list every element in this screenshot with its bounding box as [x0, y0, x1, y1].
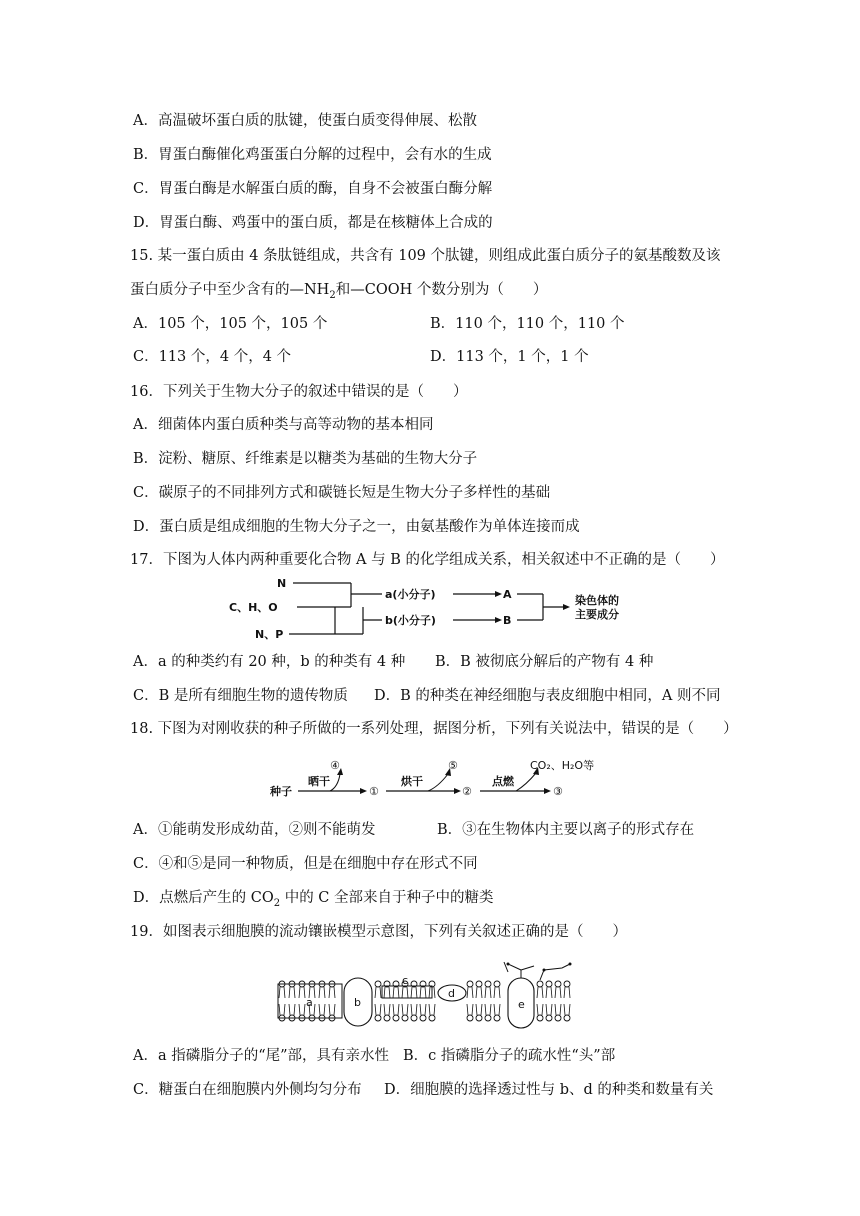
label-e: e: [518, 998, 525, 1011]
q14-option-a: A．高温破坏蛋白质的肽键，使蛋白质变得伸展、松散: [133, 113, 477, 129]
q15-stem-line1: 15. 某一蛋白质由 4 条肽链组成，共含有 109 个肽键，则组成此蛋白质分子的氨基酸数及该: [130, 248, 721, 264]
label-step1: 晒干: [308, 775, 330, 788]
q15-option-c: C．113 个，4 个，4 个: [133, 349, 292, 365]
q18-option-b: B．③在生物体内主要以离子的形式存在: [437, 822, 695, 838]
q15-option-d: D．113 个，1 个，1 个: [430, 349, 589, 365]
q16-option-b: B．淀粉、糖原、纤维素是以糖类为基础的生物大分子: [133, 451, 478, 467]
label-B: B: [503, 614, 512, 627]
label-n1: ①: [369, 785, 379, 798]
q16-option-c: C．碳原子的不同排列方式和碳链长短是生物大分子多样性的基础: [133, 485, 551, 501]
q19-option-a: A．a 指磷脂分子的“尾”部，具有亲水性: [133, 1048, 390, 1064]
q15-stem-text-end: 和—COOH 个数分别为（ ）: [335, 282, 548, 298]
q18-option-d-text: D．点燃后产生的 CO: [133, 890, 274, 906]
label-c: c: [402, 974, 409, 987]
q14-option-c: C．胃蛋白酶是水解蛋白质的酶，自身不会被蛋白酶分解: [133, 181, 493, 197]
subscript: 2: [273, 897, 281, 909]
q18-diagram: [268, 757, 608, 801]
q19-membrane-diagram: [272, 962, 592, 1032]
label-n2: ②: [462, 785, 472, 798]
q15-option-b: B．110 个，110 个，110 个: [430, 316, 625, 332]
q18-option-d-text-end: 中的 C 全部来自于种子中的糖类: [280, 890, 494, 906]
label-d: d: [448, 987, 455, 1000]
label-step3: 点燃: [492, 775, 514, 788]
q18-option-a: A．①能萌发形成幼苗，②则不能萌发: [133, 822, 376, 838]
label-n3: ③: [553, 785, 563, 798]
label-a: a: [306, 996, 313, 1009]
q16-stem: 16．下列关于生物大分子的叙述中错误的是（ ）: [130, 384, 468, 400]
label-a-small: a(小分子): [385, 588, 436, 601]
label-n: N: [277, 577, 287, 590]
label-b: b: [354, 996, 361, 1009]
q17-option-a: A．a 的种类约有 20 种，b 的种类有 4 种: [133, 654, 406, 670]
label-np: N、P: [255, 628, 284, 641]
q16-option-a: A．细菌体内蛋白质种类与高等动物的基本相同: [133, 417, 434, 433]
q18-option-d: [133, 888, 494, 914]
q18-stem: 18. 下图为对刚收获的种子所做的一系列处理，据图分析，下列有关说法中，错误的是（ ）: [130, 721, 738, 737]
q16-option-d: D．蛋白质是组成细胞的生物大分子之一，由氨基酸作为单体连接而成: [133, 519, 580, 535]
q17-stem: 17．下图为人体内两种重要化合物 A 与 B 的化学组成关系，相关叙述中不正确的是（ ）: [130, 552, 725, 568]
q15-option-a: A．105 个，105 个，105 个: [133, 316, 328, 332]
q14-option-b: B．胃蛋白酶催化鸡蛋蛋白分解的过程中，会有水的生成: [133, 147, 492, 163]
label-co2: CO₂、H₂O等: [530, 759, 595, 772]
glycolipid-chain: [540, 964, 570, 980]
q15-stem-text: 蛋白质分子中至少含有的—NH: [130, 282, 330, 298]
q15-stem-line2: [130, 280, 547, 306]
q17-option-b: B．B 被彻底分解后的产物有 4 种: [435, 654, 654, 670]
subscript: 2: [329, 289, 336, 301]
label-b-small: b(小分子): [385, 614, 436, 627]
q18-option-c: C．④和⑤是同一种物质，但是在细胞中存在形式不同: [133, 856, 478, 872]
q14-option-d: D．胃蛋白酶、鸡蛋中的蛋白质，都是在核糖体上合成的: [133, 215, 493, 231]
q19-option-c: C．糖蛋白在细胞膜内外侧均匀分布: [133, 1082, 362, 1098]
glycoprotein-chain: [508, 964, 534, 978]
label-cho: C、H、O: [229, 601, 278, 614]
q19-stem: 19．如图表示细胞膜的流动镶嵌模型示意图，下列有关叙述正确的是（ ）: [130, 924, 627, 940]
q17-diagram: [225, 574, 645, 644]
q17-option-d: D．B 的种类在神经细胞与表皮细胞中相同，A 则不同: [374, 688, 721, 704]
q19-option-b: B．c 指磷脂分子的疏水性“头”部: [403, 1048, 616, 1064]
label-result-1: 染色体的: [575, 594, 619, 607]
q19-option-d: D．细胞膜的选择透过性与 b、d 的种类和数量有关: [384, 1082, 714, 1098]
q17-option-c: C．B 是所有细胞生物的遗传物质: [133, 688, 348, 704]
label-seed: 种子: [270, 785, 292, 798]
label-n4: ④: [330, 759, 340, 772]
label-n5: ⑤: [448, 759, 458, 772]
label-A: A: [503, 588, 512, 601]
label-result-2: 主要成分: [575, 608, 619, 621]
label-step2: 烘干: [401, 775, 423, 788]
